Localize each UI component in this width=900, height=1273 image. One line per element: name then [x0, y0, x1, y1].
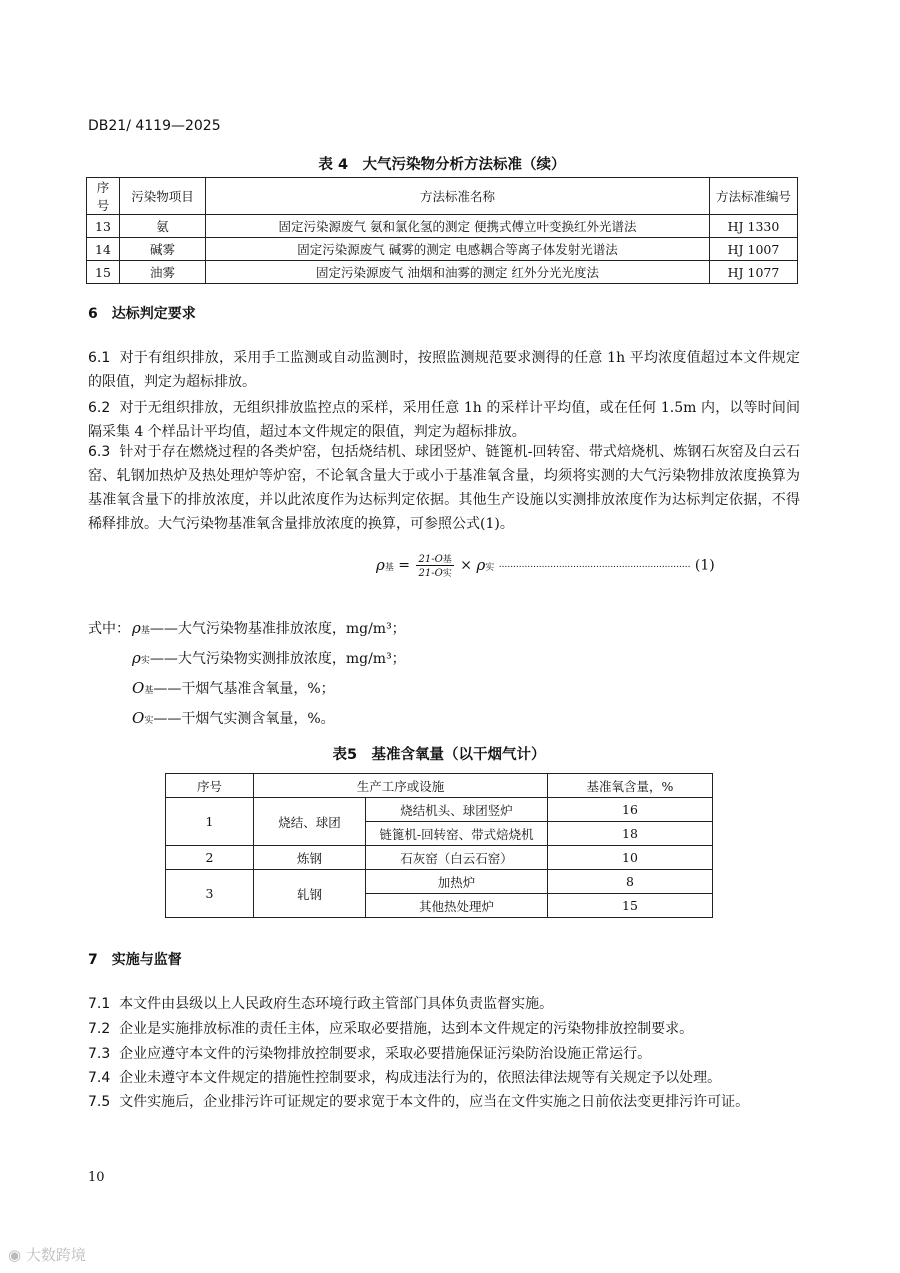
clause-number: 7.4	[88, 1070, 111, 1086]
table-cell: 链篦机-回转窑、带式焙烧机	[366, 822, 548, 846]
table4-caption: 表 4 大气污染物分析方法标准（续）	[318, 157, 566, 173]
table-cell: 14	[87, 238, 120, 261]
clause-number: 6.3	[88, 444, 111, 460]
table5	[165, 773, 713, 918]
paragraph-text: 文件实施后，企业排污许可证规定的要求宽于本文件的，应当在文件实施之日前依法变更排污许可证。	[119, 1094, 750, 1110]
clause-number: 7.1	[88, 996, 111, 1012]
table-cell: 烧结机头、球团竖炉	[366, 798, 548, 822]
table-cell: 8	[548, 870, 713, 894]
table-row	[166, 870, 713, 894]
definition-item: O实——干烟气实测含氧量，%。	[132, 709, 335, 727]
table-cell: 碱雾	[120, 238, 206, 261]
definition-item: O基——干烟气基准含氧量，%；	[132, 679, 335, 697]
column-header: 序号	[166, 774, 254, 798]
table-cell: 炼钢	[254, 846, 366, 870]
table-cell: 加热炉	[366, 870, 548, 894]
times-sign: ×	[460, 557, 472, 574]
table-cell: 固定污染源废气 碱雾的测定 电感耦合等离子体发射光谱法	[206, 238, 710, 261]
paragraph-text: 企业应遵守本文件的污染物排放控制要求，采取必要措施保证污染防治设施正常运行。	[119, 1046, 652, 1062]
paragraph-7-1	[88, 992, 800, 1016]
table-cell: 烧结、球团	[254, 798, 366, 846]
clause-number: 6.2	[88, 400, 111, 416]
paragraph-text: 对于有组织排放，采用手工监测或自动监测时，按照监测规范要求测得的任意 1h 平均浓度值超过本文件规定的限值，判定为超标排放。	[88, 350, 800, 390]
formula-rhs: ρ实	[476, 555, 495, 574]
formula-lhs: ρ基	[376, 555, 394, 574]
paragraph-7-4	[88, 1066, 800, 1090]
clause-number: 7.5	[88, 1094, 111, 1110]
paragraph-text: 企业未遵守本文件规定的措施性控制要求，构成违法行为的，依照法律法规等有关规定予以处理。	[119, 1070, 722, 1086]
dot-leader: ···································································	[498, 562, 691, 573]
table-row	[87, 261, 798, 284]
clause-number: 7.2	[88, 1021, 111, 1037]
column-header: 方法标准名称	[206, 178, 710, 215]
table-cell: 16	[548, 798, 713, 822]
table-cell: 10	[548, 846, 713, 870]
paragraph-text: 对于无组织排放，无组织排放监控点的采样，采用任意 1h 的采样计平均值，或在任何 1.5m 内，以等时间间隔采集 4 个样品计平均值，超过本文件规定的限值，判定为超标排放。	[88, 400, 800, 440]
page-number: 10	[88, 1170, 105, 1185]
paragraph-text: 企业是实施排放标准的责任主体，应采取必要措施，达到本文件规定的污染物排放控制要求。	[119, 1021, 694, 1037]
clause-number: 6.1	[88, 350, 111, 366]
table-cell: 氨	[120, 215, 206, 238]
document-code: DB21/ 4119—2025	[88, 118, 221, 134]
table-cell: HJ 1077	[710, 261, 798, 284]
equals-sign: =	[398, 557, 411, 574]
paragraph-text: 本文件由县级以上人民政府生态环境行政主管部门具体负责监督实施。	[119, 996, 554, 1012]
table-cell: 18	[548, 822, 713, 846]
table-cell: 轧钢	[254, 870, 366, 918]
table-cell: 石灰窑（白云石窑）	[366, 846, 548, 870]
watermark-icon: ◉	[8, 1246, 22, 1264]
section-7-heading: 7 实施与监督	[88, 952, 182, 968]
column-header: 序号	[87, 178, 120, 215]
paragraph-7-2	[88, 1017, 800, 1041]
table-row	[166, 846, 713, 870]
numerator: 21-O基	[418, 554, 452, 565]
paragraph-text: 针对于存在燃烧过程的各类炉窑，包括烧结机、球团竖炉、链篦机-回转窑、带式焙烧机、炼钢石灰窑及白云石窑、轧钢加热炉及热处理炉等炉窑，不论氧含量大于或小于基准氧含量，均须将实测的大气污染物排放浓度换算为基准氧含量下的排放浓度，并以此浓度作为达标判定依据。其他生产设施以实测排放浓度作为达标判定依据，不得稀释排放。大气污染物基准氧含量排放浓度的换算，可参照公式(1)。	[88, 444, 801, 532]
paragraph-6-2	[88, 396, 800, 444]
table-cell: 15	[87, 261, 120, 284]
formula-1	[376, 552, 800, 579]
clause-number: 7.3	[88, 1046, 111, 1062]
formula-number: (1)	[694, 557, 715, 574]
table-cell: 固定污染源废气 油烟和油雾的测定 红外分光光度法	[206, 261, 710, 284]
table-cell: 3	[166, 870, 254, 918]
denominator: 21-O实	[418, 568, 452, 579]
table-row	[166, 798, 713, 822]
definition-item: ρ实——大气污染物实测排放浓度，mg/m³；	[132, 649, 406, 667]
definition-intro: 式中：	[88, 621, 130, 637]
column-header: 基准氧含量，%	[548, 774, 713, 798]
table-cell: 固定污染源废气 氨和氯化氢的测定 便携式傅立叶变换红外光谱法	[206, 215, 710, 238]
paragraph-7-5	[88, 1090, 800, 1114]
table-cell: 13	[87, 215, 120, 238]
table-cell: 1	[166, 798, 254, 846]
table-cell: 2	[166, 846, 254, 870]
paragraph-6-3	[88, 440, 800, 536]
table-row	[87, 238, 798, 261]
watermark: ◉ 大数跨境	[8, 1246, 86, 1264]
table-cell: 油雾	[120, 261, 206, 284]
table-header-row	[87, 178, 798, 215]
table-cell: 15	[548, 894, 713, 918]
table-row	[87, 215, 798, 238]
fraction	[416, 552, 453, 579]
definition-item: ρ基——大气污染物基准排放浓度，mg/m³；	[132, 619, 406, 637]
table-cell: HJ 1007	[710, 238, 798, 261]
table-cell: HJ 1330	[710, 215, 798, 238]
column-header: 污染物项目	[120, 178, 206, 215]
paragraph-6-1	[88, 346, 800, 394]
column-header: 方法标准编号	[710, 178, 798, 215]
table5-caption: 表5 基准含氧量（以干烟气计）	[332, 747, 546, 763]
section-6-heading: 6 达标判定要求	[88, 306, 196, 322]
table4	[86, 177, 798, 284]
paragraph-7-3	[88, 1042, 800, 1066]
column-header: 生产工序或设施	[254, 774, 548, 798]
table-cell: 其他热处理炉	[366, 894, 548, 918]
table-header-row	[166, 774, 713, 798]
